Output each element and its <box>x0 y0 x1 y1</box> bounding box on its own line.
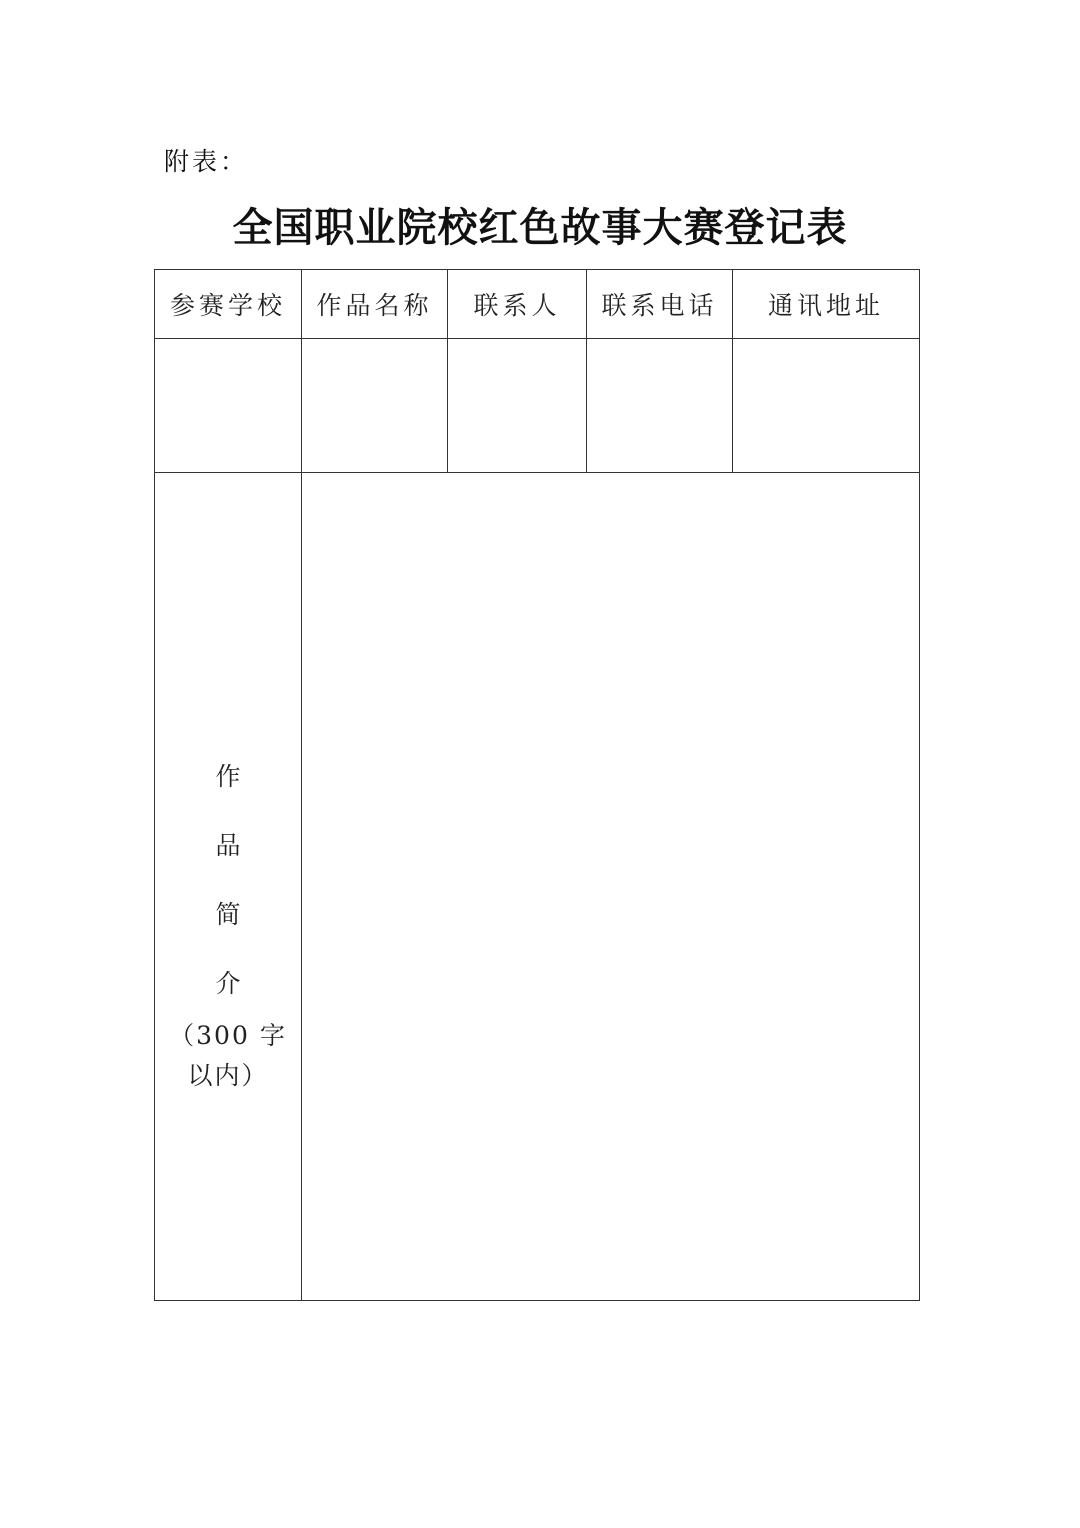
cell-phone[interactable] <box>587 339 733 473</box>
intro-label-char: 介 <box>215 969 241 998</box>
intro-word-limit-note: 以内） <box>187 1061 269 1090</box>
intro-content-cell[interactable] <box>302 473 920 1301</box>
table-intro-row <box>155 473 920 1301</box>
intro-label-char: 品 <box>215 831 241 860</box>
registration-table <box>154 269 920 1301</box>
intro-label <box>155 682 301 1091</box>
intro-label-char: 作 <box>215 762 241 791</box>
intro-label-char: 简 <box>215 900 241 929</box>
table-entry-row <box>155 339 920 473</box>
header-work-name: 作品名称 <box>302 270 448 339</box>
cell-school[interactable] <box>155 339 302 473</box>
cell-address[interactable] <box>733 339 920 473</box>
page-title: 全国职业院校红色故事大赛登记表 <box>232 205 848 251</box>
intro-label-cell <box>155 473 302 1301</box>
table-header-row <box>155 270 920 339</box>
header-school: 参赛学校 <box>155 270 302 339</box>
header-contact-person: 联系人 <box>448 270 587 339</box>
cell-contact-person[interactable] <box>448 339 587 473</box>
annex-label: 附表： <box>164 147 249 176</box>
header-address: 通讯地址 <box>733 270 920 339</box>
cell-work-name[interactable] <box>302 339 448 473</box>
intro-word-limit-note: （300 字 <box>169 1021 287 1050</box>
header-phone: 联系电话 <box>587 270 733 339</box>
